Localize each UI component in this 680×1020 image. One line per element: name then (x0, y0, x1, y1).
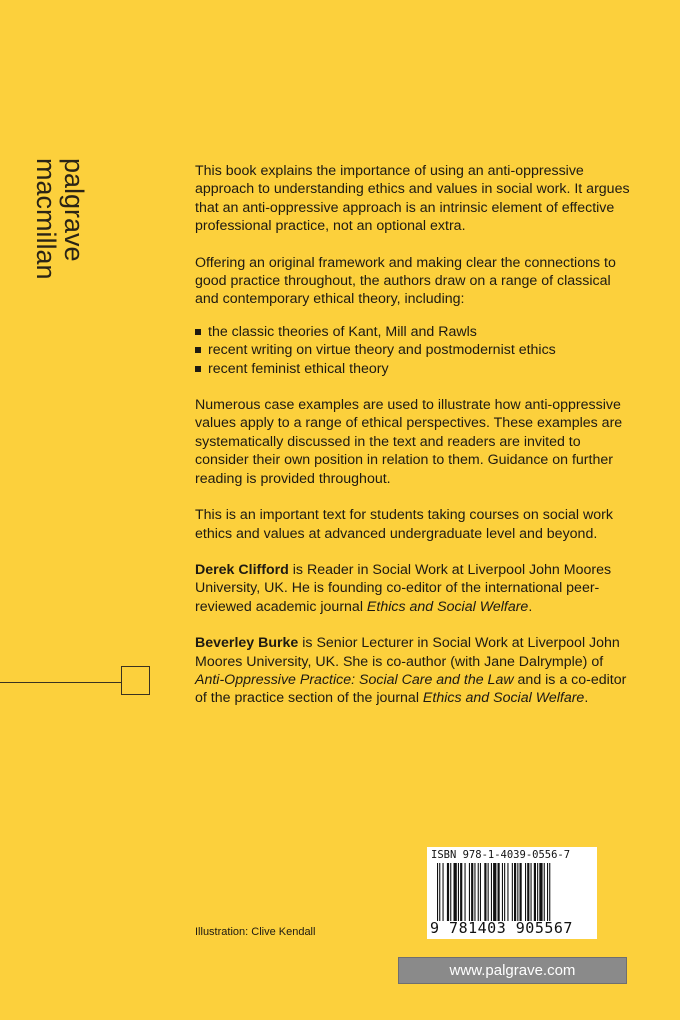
barcode-bar (488, 863, 489, 921)
list-item: recent writing on virtue theory and postmodernist ethics (195, 341, 635, 359)
barcode-bar (514, 863, 516, 921)
logo-palgrave: palgrave (59, 158, 89, 262)
barcode-bar (531, 863, 532, 921)
barcode-bar (471, 863, 473, 921)
barcode-bars (437, 863, 587, 921)
blurb-paragraph-4: This is an important text for students taking courses on social work ethics and values at advanced undergraduate level and beyond. (195, 507, 613, 542)
barcode-bar (447, 863, 449, 921)
author-bio-clifford: Derek Clifford is Reader in Social Work at Liverpool John Moores University, UK. He is founding co-editor of the international peer-reviewed academic journal Ethics and Social Welfare. (195, 561, 612, 615)
topic-list (195, 323, 635, 378)
website-url[interactable]: www.palgrave.com (398, 957, 627, 984)
barcode-bar (484, 863, 486, 921)
barcode-bar (439, 863, 440, 921)
blurb-paragraph-3: Numerous case examples are used to illustrate how anti-oppressive values apply to a range of ethical perspectives. These examples are systematically discussed in the text and readers are invited to consider their own position in relation to them. Guidance on further reading is provided throughout. (195, 397, 623, 487)
barcode-bar (534, 863, 536, 921)
barcode-bar (517, 863, 518, 921)
author-name: Derek Clifford (195, 561, 289, 578)
barcode-bar (493, 863, 496, 921)
isbn-barcode (427, 847, 597, 939)
barcode-bar (547, 863, 548, 921)
barcode-bar (450, 863, 451, 921)
author-bio-burke: Beverley Burke is Senior Lecturer in Social Work at Liverpool John Moores University, UK. She is co-author (with Jane Dalrymple) of Anti-Oppressive Practice: Social Care and the Law and is a co-editor of the practice section of the journal Ethics and Social Welfare. (195, 635, 627, 707)
barcode-bar (491, 863, 492, 921)
author-name: Beverley Burke (195, 635, 299, 652)
blurb-paragraph-1: This book explains the importance of using an anti-oppressive approach to understanding ethics and values in social work. It argues that an anti-oppressive approach is an intrinsic element of effective professional practice, not an optional extra. (195, 163, 630, 235)
list-item: the classic theories of Kant, Mill and Rawls (195, 323, 635, 341)
barcode-bar (498, 863, 500, 921)
decorative-square (121, 666, 150, 695)
list-item: recent feminist ethical theory (195, 360, 635, 378)
barcode-bar (504, 863, 505, 921)
illustration-credit: Illustration: Clive Kendall (195, 926, 316, 938)
isbn-number: ISBN 978-1-4039-0556-7 (431, 849, 571, 861)
decorative-line (0, 682, 121, 683)
barcode-bar (437, 863, 438, 921)
barcode-bar (507, 863, 508, 921)
journal-title: Ethics and Social Welfare (366, 598, 529, 615)
ean-number: 9 781403 905567 (430, 919, 573, 937)
barcode-bar (465, 863, 466, 921)
barcode-bar (544, 863, 545, 921)
barcode-bar (537, 863, 538, 921)
barcode-bar (525, 863, 526, 921)
blurb-paragraph-2: Offering an original framework and making clear the connections to good practice throughout, the authors draw on a range of classical and contemporary ethical theory, including: (195, 254, 616, 308)
barcode-bar (458, 863, 459, 921)
barcode-bar (469, 863, 470, 921)
publisher-logo (28, 158, 88, 303)
barcode-bar (549, 863, 550, 921)
barcode-bar (539, 863, 542, 921)
bullet-square-icon (195, 366, 201, 372)
logo-macmillan: macmillan (31, 158, 61, 280)
barcode-bar (443, 863, 444, 921)
barcode-bar (480, 863, 481, 921)
bullet-square-icon (195, 347, 201, 353)
barcode-bar (478, 863, 479, 921)
book-title: Anti-Oppressive Practice: Social Care and the Law (195, 671, 514, 688)
back-cover-blurb (195, 162, 635, 726)
barcode-bar (460, 863, 462, 921)
barcode-bar (527, 863, 529, 921)
barcode-bar (502, 863, 503, 921)
barcode-bar (474, 863, 475, 921)
barcode-bar (512, 863, 513, 921)
journal-title: Ethics and Social Welfare (422, 690, 585, 707)
barcode-bar (454, 863, 457, 921)
bullet-square-icon (195, 329, 201, 335)
barcode-bar (520, 863, 522, 921)
